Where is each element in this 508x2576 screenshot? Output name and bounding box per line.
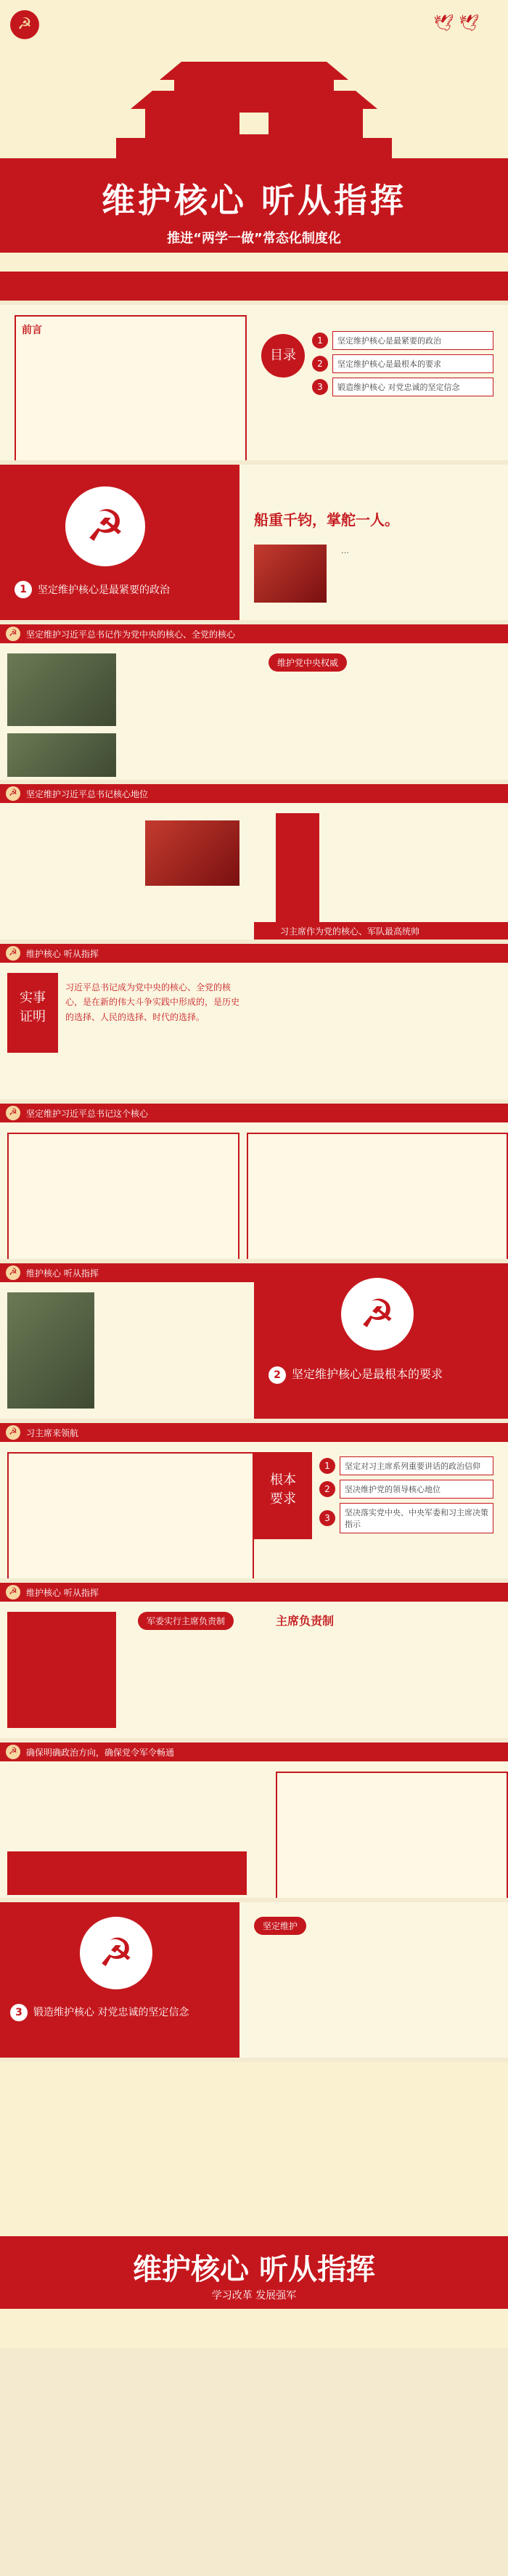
closing-slide <box>0 2062 508 2352</box>
part2-panel <box>254 1263 508 1419</box>
fact-text: 习近平总书记成为党中央的核心、全党的核心，是在新的伟大斗争实践中形成的，是历史的选择、人民的选择、时代的选择。 <box>65 982 240 1022</box>
part3-title: 3 锻造维护核心 对党忠诚的坚定信念 <box>10 2004 189 2021</box>
closing-band <box>0 2236 508 2309</box>
emblem-icon: ☭ <box>6 1106 20 1120</box>
leadership-slide <box>0 1423 508 1583</box>
fact-slide <box>0 944 508 1104</box>
cover-slide <box>0 0 508 305</box>
closing-subtitle: 学习改革 发展强军 <box>211 2290 297 2302</box>
officers-photo <box>7 1292 94 1409</box>
leadership-box <box>7 1452 254 1583</box>
core-box-2 <box>247 1133 508 1263</box>
req-label: 根本 要求 <box>254 1452 312 1539</box>
meeting-photo <box>145 820 239 886</box>
slide-subheader: 习主席作为党的核心、军队最高统帅 <box>254 922 508 939</box>
emblem-icon: ☭ <box>6 1265 20 1280</box>
bugler-silhouette <box>276 813 319 929</box>
section-pill: 维护党中央权威 <box>269 653 347 672</box>
emblem-icon: ☭ <box>6 946 20 961</box>
direction-box <box>276 1772 508 1902</box>
part3-slide <box>0 1902 508 2062</box>
slide-header: ☭ 维护核心 听从指挥 <box>0 1263 508 1282</box>
req-list: 1 坚定对习主席系列重要讲话的政治信仰 2 坚决维护党的领导核心地位 3 坚决落实党中央、中央军委和习主席决策指示 <box>319 1452 493 1538</box>
part2-title: 2 坚定维护核心是最根本的要求 <box>269 1365 443 1384</box>
statue-photo <box>254 545 327 603</box>
emblem-icon: ☭ <box>6 627 20 641</box>
hammer-sickle-icon: ☭ <box>10 10 39 39</box>
fact-label: 实事 证明 <box>7 973 58 1053</box>
tiananmen-illustration <box>116 51 392 160</box>
emblem-icon: ☭ <box>6 1425 20 1440</box>
party-emblem-icon: ☭ <box>341 1278 414 1350</box>
emblem-icon: ☭ <box>6 1745 20 1759</box>
party-emblem-icon: ☭ <box>65 486 145 566</box>
soldiers-photo-2 <box>7 733 116 777</box>
part1-slogan: 船重千钧，掌舵一人。 <box>254 511 399 529</box>
closing-title: 维护核心 听从指挥 <box>133 2253 375 2286</box>
part1-slide <box>0 465 508 624</box>
duty-slide <box>0 1583 508 1743</box>
doves-icon: 🕊 🕊 <box>433 15 479 33</box>
part1-title: 坚定维护核心是最紧要的政治 <box>38 584 170 596</box>
soldiers-silhouette <box>7 1612 116 1728</box>
soldiers-photo <box>7 653 116 726</box>
toc-item[interactable]: 2 坚定维护核心是最根本的要求 <box>312 354 493 373</box>
slide-header: ☭ 坚定维护习近平总书记作为党中央的核心、全党的核心 <box>0 624 508 643</box>
core-slide-2 <box>0 784 508 944</box>
direction-slide <box>0 1743 508 1902</box>
duty-title: 主席负责制 <box>276 1614 335 1628</box>
part1-title-bar: 1 坚定维护核心是最紧要的政治 <box>0 574 239 606</box>
part1-text: … <box>341 546 349 555</box>
emblem-icon: ☭ <box>6 1585 20 1599</box>
h2-block <box>269 653 493 672</box>
core-slide-1 <box>0 624 508 784</box>
toc-label: 目录 <box>261 334 305 378</box>
era-slide <box>0 1263 508 1423</box>
slide-header: ☭ 习主席来领航 <box>0 1423 508 1442</box>
point-1: 坚定维护 <box>254 1917 306 1935</box>
duty-left: 军委实行主席负责制 <box>138 1612 239 1630</box>
slide-header: ☭ 维护核心 听从指挥 <box>0 944 508 963</box>
troops-silhouette <box>7 1851 247 1895</box>
toc-item[interactable]: 3 锻造维护核心 对党忠诚的坚定信念 <box>312 378 493 396</box>
slide-header: ☭ 坚定维护习近平总书记这个核心 <box>0 1104 508 1122</box>
slide-header: ☭ 维护核心 听从指挥 <box>0 1583 508 1602</box>
slide-header: ☭ 确保明确政治方向，确保党令军令畅通 <box>0 1743 508 1761</box>
emblem-icon: ☭ <box>6 786 20 801</box>
cover-subtitle: 推进“两学一做”常态化制度化 <box>167 231 341 246</box>
party-emblem-icon: ☭ <box>80 1917 152 1989</box>
intro-box <box>15 315 247 465</box>
cover-title-band <box>0 158 508 253</box>
slide-header: ☭ 坚定维护习近平总书记核心地位 <box>0 784 508 803</box>
toc-item[interactable]: 1 坚定维护核心是最紧要的政治 <box>312 331 493 350</box>
toc-list <box>312 327 493 401</box>
intro-title: 前言 <box>22 325 42 336</box>
core-box <box>7 1133 239 1263</box>
core-slide-3 <box>0 1104 508 1263</box>
cover-title: 维护核心 听从指挥 <box>101 181 406 220</box>
toc-slide <box>0 305 508 465</box>
